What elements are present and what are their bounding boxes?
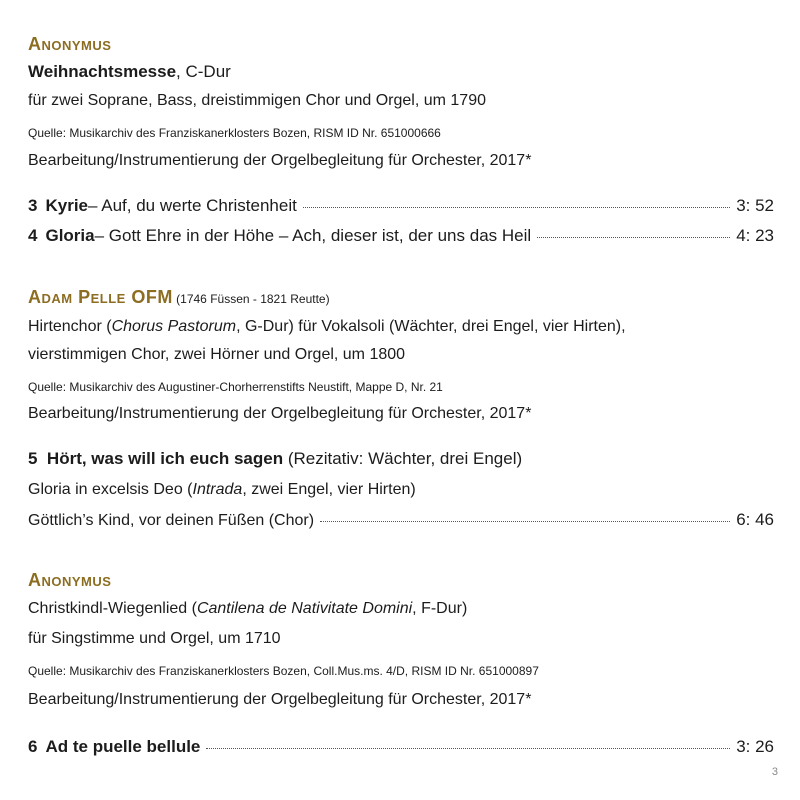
track-number: 6 [28, 737, 38, 756]
page-number: 3 [771, 766, 778, 778]
dot-leader [303, 207, 730, 208]
track-title: Ad te puelle bellule [45, 737, 201, 756]
work-description-part: , F-Dur) [412, 600, 468, 617]
work-latin-title: Chorus Pastorum [111, 318, 237, 335]
track-row [28, 196, 774, 216]
work-arrangement: Bearbeitung/Instrumentierung der Orgelbegleitung für Orchester, 2017* [28, 691, 532, 708]
track-number: 5 [28, 449, 38, 468]
track-duration: 4: 23 [736, 226, 774, 245]
track-part: Gloria in excelsis Deo ( [28, 481, 193, 498]
work-title-line [28, 62, 231, 82]
track-part: , zwei Engel, vier Hirten) [242, 481, 416, 498]
composer-name: Adam Pelle OFM [28, 287, 173, 307]
track-duration: 3: 26 [736, 737, 774, 756]
work-source: Quelle: Musikarchiv des Franziskanerklosters Bozen, Coll.Mus.ms. 4/D, RISM ID Nr. 651000897 [28, 664, 539, 678]
track-part: Göttlich’s Kind, vor deinen Füßen (Chor) [28, 512, 315, 529]
work-arrangement: Bearbeitung/Instrumentierung der Orgelbegleitung für Orchester, 2017* [28, 152, 532, 169]
composer-name: Anonymus [28, 570, 112, 590]
work-source: Quelle: Musikarchiv des Franziskanerklosters Bozen, RISM ID Nr. 651000666 [28, 126, 441, 140]
dot-leader [320, 521, 730, 522]
track-title: Gloria [45, 226, 95, 245]
track-row-line1 [28, 449, 522, 469]
work-key: , C-Dur [176, 62, 231, 81]
track-row [28, 226, 774, 246]
track-row [28, 737, 774, 757]
composer-name: Anonymus [28, 34, 112, 54]
dot-leader [206, 748, 730, 749]
work-scoring: für Singstimme und Orgel, um 1710 [28, 630, 281, 647]
track-title: Kyrie [45, 196, 88, 215]
work-description-part: Christkindl-Wiegenlied ( [28, 600, 197, 617]
work-scoring: vierstimmigen Chor, zwei Hörner und Orgel, um 1800 [28, 346, 406, 363]
track-row-line3 [28, 510, 774, 530]
work-description-part: Hirtenchor ( [28, 318, 112, 335]
track-subtitle: – Gott Ehre in der Höhe – Ach, dieser ist, der uns das Heil [94, 226, 532, 245]
track-duration: 6: 46 [736, 510, 774, 529]
work-scoring: für zwei Soprane, Bass, dreistimmigen Chor und Orgel, um 1790 [28, 92, 486, 109]
track-number: 3 [28, 196, 38, 215]
track-number: 4 [28, 226, 38, 245]
work-description-part: , G-Dur) für Vokalsoli (Wächter, drei Engel, vier Hirten), [236, 318, 626, 335]
track-subtitle: – Auf, du werte Christenheit [88, 196, 297, 215]
composer-name-line [28, 287, 330, 308]
track-row-line2 [28, 481, 416, 499]
dot-leader [537, 237, 730, 238]
composer-dates: (1746 Füssen - 1821 Reutte) [172, 292, 330, 306]
work-arrangement: Bearbeitung/Instrumentierung der Orgelbegleitung für Orchester, 2017* [28, 405, 532, 422]
track-duration: 3: 52 [736, 196, 774, 215]
track-subtitle: (Rezitativ: Wächter, drei Engel) [283, 449, 523, 468]
track-title: Hört, was will ich euch sagen [46, 449, 284, 468]
work-description [28, 318, 626, 336]
work-description [28, 600, 467, 618]
work-latin-title: Cantilena de Nativitate Domini [196, 600, 413, 617]
work-title: Weihnachtsmesse [28, 62, 177, 81]
work-source: Quelle: Musikarchiv des Augustiner-Chorherrenstifts Neustift, Mappe D, Nr. 21 [28, 380, 443, 394]
track-part-italic: Intrada [192, 481, 243, 498]
booklet-page [28, 0, 776, 800]
